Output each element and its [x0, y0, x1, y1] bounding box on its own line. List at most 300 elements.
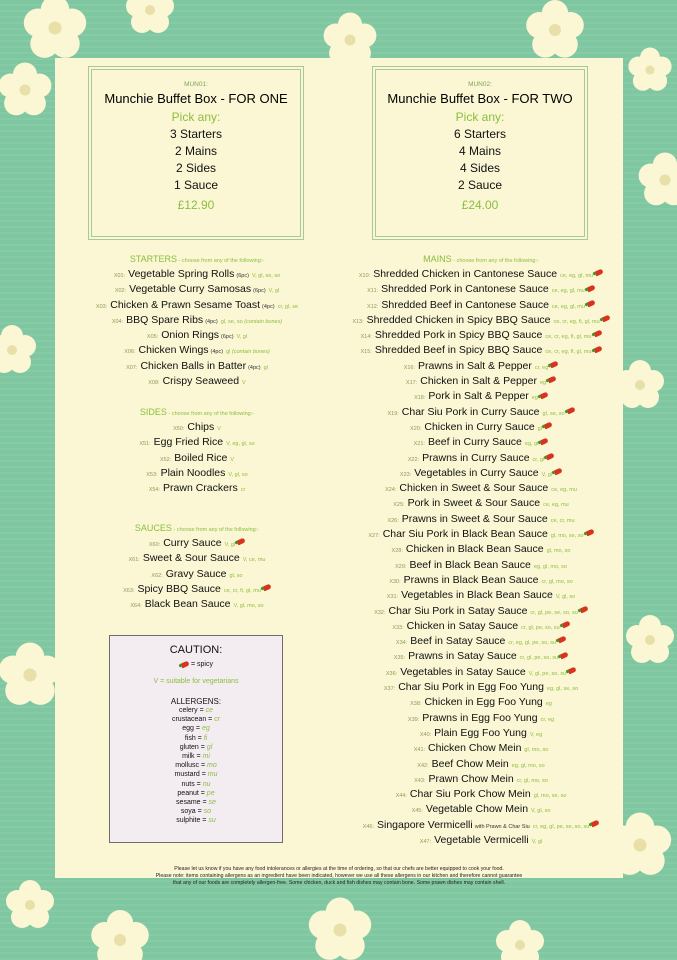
- box-line: 6 Starters: [453, 127, 507, 141]
- buffet-box-for-two[interactable]: [372, 66, 588, 240]
- item-allergens: eg, gl, mo, so: [533, 563, 567, 570]
- item-code: X04:: [111, 318, 124, 325]
- item-code: X22:: [407, 456, 420, 463]
- section-heading-sub: - choose from any of the following:-: [171, 527, 260, 533]
- item-code: X61:: [128, 557, 140, 564]
- box-code: MUN01:: [184, 81, 208, 88]
- menu-item[interactable]: [339, 341, 623, 356]
- item-quantity: (4pc): [210, 349, 224, 356]
- menu-item[interactable]: [339, 571, 623, 586]
- item-allergens: ce, eg, mu: [551, 487, 577, 494]
- item-code: X39:: [407, 716, 420, 723]
- item-name: Prawns in Sweet & Sour Sauce: [401, 512, 548, 525]
- item-name: Black Bean Sauce: [144, 598, 231, 611]
- chili-icon: [579, 605, 588, 613]
- allergen-name: mustard =: [174, 771, 208, 779]
- item-allergens: ce, eg, gl, mu: [560, 273, 594, 279]
- menu-item[interactable]: [339, 602, 623, 617]
- item-name: Chips: [187, 421, 215, 433]
- chili-icon: [557, 636, 566, 644]
- chili-icon: [567, 667, 576, 675]
- menu-item[interactable]: [339, 800, 623, 815]
- chili-icon: [585, 529, 594, 537]
- menu-item[interactable]: [339, 494, 623, 509]
- chili-icon: [545, 452, 554, 460]
- item-code: X64:: [130, 603, 142, 610]
- chili-icon: [591, 819, 600, 827]
- caution-title: CAUTION:: [169, 644, 223, 656]
- menu-item[interactable]: [55, 565, 339, 580]
- item-code: X13:: [352, 318, 364, 325]
- menu-item[interactable]: [55, 464, 339, 479]
- item-allergens: V: [217, 426, 221, 432]
- item-quantity: (6pc): [221, 334, 234, 341]
- allergen-abbr: mu: [207, 771, 218, 779]
- menu-item[interactable]: [339, 663, 623, 678]
- allergen-abbr: cr: [214, 716, 221, 724]
- menu-item[interactable]: [339, 280, 623, 295]
- allergen-name: milk =: [182, 753, 203, 761]
- item-name: Prawns in Salt & Pepper: [418, 359, 532, 372]
- item-code: X19:: [387, 410, 399, 417]
- menu-item[interactable]: [55, 433, 339, 448]
- chili-icon: [540, 437, 549, 445]
- menu-item[interactable]: [55, 449, 339, 464]
- item-allergens: V, eg, gl, so: [226, 441, 255, 448]
- item-code: X16:: [403, 364, 416, 371]
- allergen-abbr: gl: [206, 743, 213, 751]
- item-allergens: eg: [539, 380, 547, 387]
- allergen-abbr: mo: [206, 762, 217, 770]
- item-name: Shredded Chicken in Spicy BBQ Sauce: [366, 313, 551, 326]
- item-name: Gravy Sauce: [165, 567, 227, 580]
- spicy-legend: [110, 661, 282, 668]
- item-code: X47:: [419, 838, 432, 845]
- item-code: X45:: [411, 808, 423, 815]
- menu-item[interactable]: [339, 770, 623, 785]
- item-allergens: V, gl, so: [531, 808, 551, 815]
- allergen-abbr: fi: [203, 734, 208, 742]
- item-code: X28:: [391, 548, 403, 555]
- item-allergens: cr, eg, gl, pe, se, so, su: [532, 823, 590, 830]
- item-code: X46:: [362, 823, 374, 830]
- item-name: Shredded Pork in Spicy BBQ Sauce: [374, 329, 543, 342]
- item-allergens: cr, gl: [532, 456, 545, 463]
- allergen-name: sesame =: [176, 799, 209, 807]
- chili-icon: [262, 584, 271, 592]
- menu-item[interactable]: [339, 265, 623, 280]
- item-name: BBQ Spare Ribs: [126, 313, 204, 326]
- item-name: Chicken in Salt & Pepper: [420, 375, 537, 388]
- item-allergens: V, gl: [268, 288, 280, 295]
- item-name: Char Siu Pork in Curry Sauce: [401, 405, 540, 418]
- menu-item[interactable]: [339, 525, 623, 540]
- chili-icon: [586, 284, 595, 292]
- menu-item[interactable]: [339, 510, 623, 525]
- item-allergens: gl (contain bones): [226, 349, 270, 356]
- item-allergens: gl, mo, so: [524, 747, 549, 754]
- mains-section: [339, 254, 623, 846]
- item-allergens: V, gl, pe, so, su: [528, 670, 567, 677]
- menu-item[interactable]: [55, 326, 339, 341]
- allergen-entry: [110, 706, 282, 715]
- allergen-entry: [110, 724, 282, 733]
- item-allergens: gl, mo, se, so: [533, 793, 567, 800]
- item-code: X02:: [114, 288, 127, 295]
- item-name: Vegetables in Satay Sauce: [400, 665, 526, 678]
- item-code: X34:: [395, 640, 408, 647]
- item-name: Crispy Seaweed: [162, 375, 240, 388]
- item-allergens: V, eg: [529, 731, 543, 738]
- item-name: Char Siu Pork in Egg Foo Yung: [398, 681, 544, 694]
- chili-icon: [560, 651, 569, 659]
- item-code: X51:: [139, 441, 151, 448]
- item-name: Beef in Black Bean Sauce: [409, 558, 531, 571]
- item-name: Vegetable Curry Samosas: [129, 283, 252, 296]
- menu-item[interactable]: [339, 403, 623, 418]
- item-code: X41:: [413, 747, 426, 754]
- item-name: Chicken Balls in Batter: [140, 359, 247, 372]
- item-code: X38:: [410, 701, 422, 708]
- chili-icon: [561, 621, 570, 629]
- item-allergens: V, gl, so: [228, 471, 248, 478]
- item-code: X53:: [146, 471, 158, 478]
- item-code: X63:: [123, 587, 135, 594]
- item-note: (contain bones): [242, 318, 283, 325]
- menu-item[interactable]: [55, 549, 339, 564]
- menu-item[interactable]: [339, 632, 623, 647]
- item-name: Prawns in Black Bean Sauce: [403, 573, 539, 586]
- allergen-entry: [110, 780, 282, 789]
- item-name: Egg Fried Rice: [153, 436, 224, 449]
- menu-item[interactable]: [339, 678, 623, 693]
- allergen-entry: [110, 761, 282, 770]
- menu-item[interactable]: [339, 831, 623, 846]
- item-code: X27:: [368, 533, 380, 540]
- chili-icon: [180, 660, 189, 668]
- allergen-name: fish =: [184, 734, 204, 742]
- item-name: Boiled Rice: [174, 451, 228, 464]
- caution-box: [109, 635, 283, 843]
- item-code: X42:: [417, 762, 429, 769]
- allergen-name: crustacean =: [171, 716, 215, 724]
- chili-icon: [553, 468, 562, 476]
- item-allergens: ce, eg, mu: [543, 502, 569, 509]
- menu-item[interactable]: [339, 311, 623, 326]
- item-code: X05:: [146, 334, 159, 341]
- item-name: Chicken in Egg Foo Yung: [424, 696, 543, 709]
- menu-item[interactable]: [55, 341, 339, 356]
- menu-item[interactable]: [339, 387, 623, 402]
- menu-item[interactable]: [339, 418, 623, 433]
- section-heading-sub: - choose from any of the following:-: [177, 258, 265, 264]
- section-heading: [55, 254, 339, 264]
- item-name: Chicken Wings: [138, 344, 209, 357]
- item-code: X03:: [95, 303, 108, 310]
- item-code: X32:: [374, 609, 386, 616]
- item-code: X44:: [395, 793, 407, 800]
- item-allergens: ce, cr, eg, fi, gl, mu: [553, 318, 600, 325]
- menu-item[interactable]: [55, 311, 339, 326]
- item-allergens: eg: [545, 701, 552, 708]
- item-code: X40:: [419, 731, 432, 738]
- item-name: Plain Egg Foo Yung: [434, 726, 527, 739]
- item-code: X50:: [173, 426, 185, 432]
- allergen-entry: [110, 715, 282, 724]
- box-pick-label: Pick any:: [455, 110, 505, 124]
- item-name: Shredded Pork in Cantonese Sauce: [381, 283, 549, 296]
- allergen-list: [110, 706, 282, 826]
- menu-item[interactable]: [55, 265, 339, 280]
- allergen-entry: [110, 816, 282, 825]
- menu-item[interactable]: [339, 326, 623, 341]
- allergen-abbr: pe: [206, 789, 215, 797]
- item-name: Prawns in Egg Foo Yung: [422, 711, 538, 724]
- menu-item[interactable]: [339, 449, 623, 464]
- box-line: 2 Mains: [174, 144, 218, 158]
- allergen-abbr: su: [208, 817, 216, 825]
- item-allergens: gl, so: [229, 572, 243, 579]
- chili-icon: [586, 299, 595, 307]
- menu-item[interactable]: [339, 739, 623, 754]
- section-heading: [339, 254, 623, 264]
- menu-item[interactable]: [339, 372, 623, 387]
- item-code: X62:: [151, 572, 163, 579]
- menu-item[interactable]: [55, 534, 339, 549]
- menu-item[interactable]: [339, 816, 623, 831]
- item-allergens: cr, gl, pe, so, su: [519, 655, 559, 662]
- item-allergens: gl, se, so (contain bones): [220, 318, 283, 325]
- allergen-abbr: so: [203, 808, 212, 816]
- section-heading: [55, 523, 339, 533]
- item-allergens: gl, mo, se, so: [550, 533, 584, 540]
- item-allergens: gl, se, so: [542, 410, 565, 417]
- allergen-name: nuts =: [181, 780, 203, 788]
- item-allergens: cr, eg: [534, 364, 549, 371]
- item-code: X29:: [395, 563, 407, 570]
- box-line: 2 Sauce: [457, 178, 503, 192]
- box-code: MUN02:: [468, 81, 492, 88]
- chili-icon: [601, 315, 610, 323]
- item-name: Chicken & Prawn Sesame Toast: [110, 298, 261, 311]
- item-allergens: cr: [240, 487, 246, 494]
- item-name: Vegetables in Black Bean Sauce: [401, 589, 553, 602]
- allergen-name: sulphite =: [176, 817, 209, 825]
- box-line: 4 Mains: [458, 144, 502, 158]
- menu-item[interactable]: [339, 433, 623, 448]
- item-code: X20:: [410, 425, 422, 432]
- item-code: X35:: [393, 655, 406, 662]
- item-allergens: gl: [537, 425, 542, 432]
- item-allergens: ce, eg, gl, mu: [551, 288, 585, 295]
- menu-item[interactable]: [339, 556, 623, 571]
- chili-icon: [539, 391, 548, 399]
- item-allergens: ce, cr, fi, gl, mu: [223, 587, 261, 594]
- menu-item[interactable]: [55, 479, 339, 494]
- item-name: Curry Sauce: [163, 537, 222, 549]
- item-name: Pork in Sweet & Sour Sauce: [407, 497, 541, 510]
- menu-item[interactable]: [339, 693, 623, 708]
- item-code: X12:: [367, 303, 379, 310]
- item-allergens: V, gl: [541, 471, 553, 478]
- menu-item[interactable]: [339, 540, 623, 555]
- chili-icon: [566, 406, 575, 414]
- item-code: X31:: [386, 594, 399, 601]
- item-quantity: (4pc): [262, 303, 275, 310]
- item-allergens: cr, gl, mo, so: [516, 777, 548, 784]
- section-heading-title: SIDES: [139, 407, 167, 417]
- item-name: Char Siu Pork in Satay Sauce: [388, 604, 528, 617]
- item-name: Prawns in Curry Sauce: [422, 451, 530, 464]
- item-allergens: cr, eg, gl, pe, so, su: [508, 640, 557, 647]
- allergen-name: soya =: [180, 808, 204, 816]
- item-name: Prawns in Satay Sauce: [408, 650, 517, 663]
- item-quantity: (4pc): [248, 364, 261, 371]
- buffet-box-for-one[interactable]: [88, 66, 304, 240]
- menu-item[interactable]: [339, 296, 623, 311]
- allergen-abbr: ce: [205, 707, 214, 714]
- item-name: Chicken in Curry Sauce: [424, 420, 535, 433]
- menu-item[interactable]: [339, 617, 623, 632]
- item-code: X36:: [385, 670, 398, 677]
- item-code: X01:: [113, 273, 126, 279]
- item-name: Prawn Chow Mein: [428, 772, 514, 785]
- allergen-entry: [110, 752, 282, 761]
- item-allergens: V: [230, 456, 235, 463]
- section-heading-sub: - choose from any of the following:-: [166, 411, 255, 417]
- item-name: Char Siu Pork in Black Bean Sauce: [382, 528, 548, 541]
- item-name: Chicken in Satay Sauce: [406, 619, 519, 632]
- menu-item[interactable]: [55, 580, 339, 595]
- menu-item[interactable]: [55, 372, 339, 387]
- allergen-entry: [110, 743, 282, 752]
- box-line: 4 Sides: [459, 161, 501, 175]
- item-name: Pork in Salt & Pepper: [428, 390, 529, 403]
- item-code: X08:: [148, 380, 160, 387]
- item-code: X60:: [148, 542, 161, 548]
- item-quantity: (6pc): [236, 273, 249, 279]
- item-name: Shredded Beef in Spicy BBQ Sauce: [374, 344, 543, 357]
- menu-item[interactable]: [339, 357, 623, 372]
- item-allergens: V, gl, so: [555, 594, 576, 601]
- section-heading: [55, 407, 339, 417]
- allergen-entry: [110, 770, 282, 779]
- item-code: X18:: [414, 395, 426, 402]
- allergen-name: egg =: [182, 725, 202, 733]
- allergen-entry: [110, 798, 282, 807]
- box-price: £24.00: [461, 198, 499, 212]
- item-name: Sweet & Sour Sauce: [142, 552, 240, 565]
- allergen-name: gluten =: [179, 743, 207, 751]
- item-allergens: cr, gl, mo, so: [541, 578, 573, 585]
- item-code: X30:: [389, 578, 401, 585]
- item-name: Prawn Crackers: [163, 482, 238, 495]
- section-heading-title: STARTERS: [129, 254, 178, 264]
- footer-line: that any of our foods are completely allergen-free. Some chicken, duck and fish dishes may contain bone. Some prawn dishes may contain shell.: [172, 880, 506, 886]
- allergen-abbr: mi: [202, 753, 210, 761]
- menu-item[interactable]: [339, 479, 623, 494]
- footer-notes: [55, 866, 623, 887]
- item-code: X06:: [124, 349, 136, 356]
- item-name: Beef in Satay Sauce: [410, 635, 506, 648]
- item-allergens: cr, gl, pe, so, su: [521, 624, 560, 631]
- item-allergens: eg, gl, se, so: [546, 686, 579, 693]
- item-allergens: cr, gl, se: [277, 303, 299, 310]
- menu-item[interactable]: [339, 785, 623, 800]
- sauces-section: [55, 523, 339, 610]
- item-code: X10:: [358, 273, 371, 279]
- box-line: 2 Sides: [175, 161, 217, 175]
- chili-icon: [550, 361, 559, 369]
- item-allergens: ce, eg, gl, mu: [551, 303, 585, 310]
- menu-item[interactable]: [55, 357, 339, 372]
- starters-section: [55, 254, 339, 387]
- menu-item[interactable]: [339, 724, 623, 739]
- menu-item[interactable]: [339, 586, 623, 601]
- item-quantity: (6pc): [253, 288, 266, 295]
- item-code: X14:: [360, 334, 372, 341]
- item-name: Shredded Beef in Cantonese Sauce: [381, 298, 549, 311]
- menu-item[interactable]: [55, 280, 339, 295]
- item-allergens: cr, gl, pe, se, so, su: [530, 609, 578, 616]
- section-heading-title: MAINS: [423, 254, 452, 264]
- item-allergens: V, ce, mu: [242, 557, 266, 564]
- allergen-entry: [110, 734, 282, 743]
- item-code: X26:: [387, 517, 399, 524]
- item-name: Chicken in Black Bean Sauce: [405, 543, 544, 556]
- item-allergens: ce, cr, eg, fi, gl, mu: [545, 334, 592, 341]
- item-code: X37:: [383, 686, 396, 693]
- item-code: X11:: [367, 288, 379, 295]
- item-allergens: cr, eg: [540, 716, 555, 723]
- item-code: X21:: [413, 441, 425, 448]
- menu-item[interactable]: [55, 418, 339, 433]
- allergens-title: ALLERGENS:: [170, 697, 222, 706]
- menu-item[interactable]: [339, 709, 623, 724]
- item-name: Vegetable Spring Rolls: [128, 268, 235, 280]
- box-price: £12.90: [177, 198, 215, 212]
- item-code: X24:: [385, 487, 397, 494]
- allergen-name: mollusc =: [175, 762, 207, 770]
- item-name: Plain Noodles: [160, 466, 226, 479]
- allergen-entry: [110, 807, 282, 816]
- item-code: X15:: [360, 349, 372, 356]
- footer-line: Please let us know if you have any food intolerances or allergies at the time of ordering, so that our chefs are better equipped to cook your food.: [174, 866, 504, 872]
- item-name: Chicken in Sweet & Sour Sauce: [399, 482, 549, 495]
- item-allergens: V, gl, mo, so: [233, 603, 264, 610]
- menu-item[interactable]: [339, 755, 623, 770]
- chili-icon: [594, 269, 603, 277]
- item-allergens: eg, gl, mo, so: [511, 762, 545, 769]
- allergen-entry: [110, 789, 282, 798]
- menu-item[interactable]: [55, 296, 339, 311]
- item-allergens: V, gl: [531, 838, 543, 845]
- item-code: X33:: [392, 624, 404, 631]
- box-title: Munchie Buffet Box - FOR TWO: [387, 91, 573, 106]
- footer-line: Please note: items containing allergens as an ingredient have been indicated, however we use all these allergens in our kitchen and therefore cannot guarantee: [155, 873, 523, 879]
- menu-item[interactable]: [339, 647, 623, 662]
- item-with: with Prawn & Char Siu: [474, 823, 530, 830]
- item-allergens: gl: [263, 364, 268, 371]
- menu-item[interactable]: [339, 464, 623, 479]
- item-allergens: eg, gl: [524, 441, 539, 448]
- item-allergens: V, gl: [236, 334, 248, 341]
- menu-panel: [55, 58, 623, 886]
- menu-item[interactable]: [55, 595, 339, 610]
- item-name: Beef in Curry Sauce: [427, 436, 522, 449]
- item-code: X43:: [414, 777, 426, 784]
- item-name: Singapore Vermicelli: [377, 818, 473, 831]
